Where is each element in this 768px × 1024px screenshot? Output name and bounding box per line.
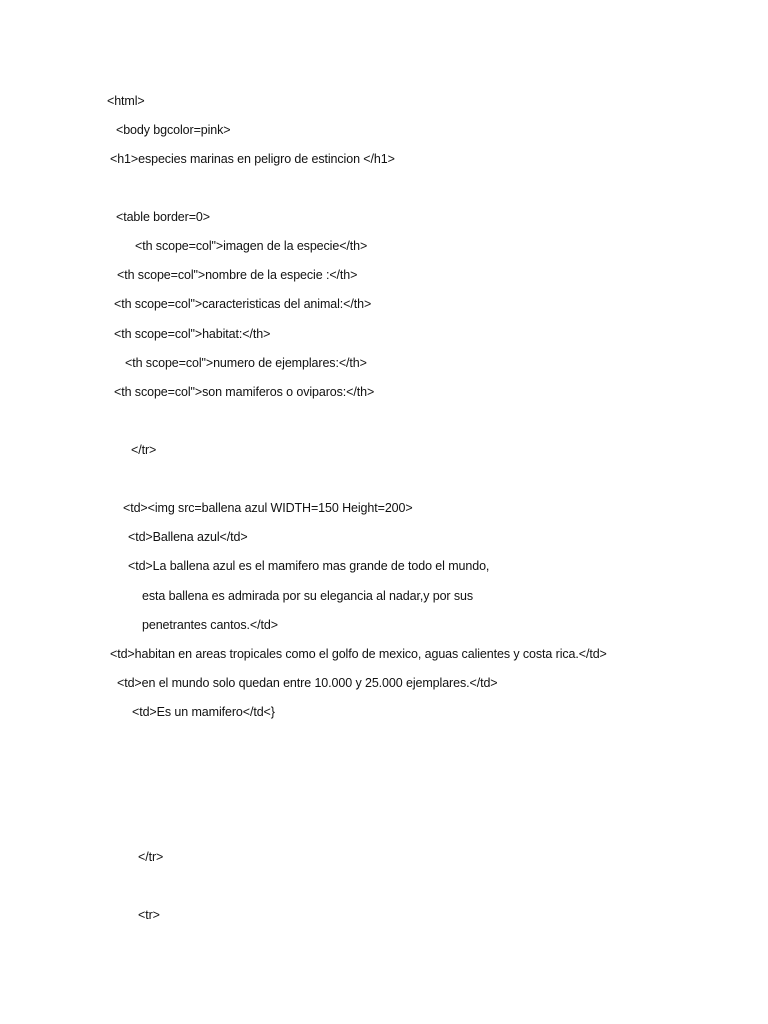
code-line: <td>en el mundo solo quedan entre 10.000 y 25.000 ejemplares.</td> xyxy=(117,676,498,690)
code-line: <th scope=col">son mamiferos o oviparos:</th> xyxy=(114,385,375,399)
code-line: <td>habitan en areas tropicales como el golfo de mexico, aguas calientes y costa rica.</td> xyxy=(110,647,607,661)
code-line: <th scope=col">imagen de la especie</th> xyxy=(135,239,368,253)
code-line: <table border=0> xyxy=(116,210,210,224)
code-line: </tr> xyxy=(131,443,157,457)
code-line: <th scope=col">nombre de la especie :</th> xyxy=(117,268,358,282)
code-line: <td>La ballena azul es el mamifero mas grande de todo el mundo, xyxy=(128,559,490,573)
code-line: <td>Ballena azul</td> xyxy=(128,530,248,544)
code-line: esta ballena es admirada por su elegancia al nadar,y por sus xyxy=(142,589,474,603)
code-line: penetrantes cantos.</td> xyxy=(142,618,278,632)
code-line: <th scope=col">habitat:</th> xyxy=(114,327,271,341)
code-line: <html> xyxy=(107,94,145,108)
code-line: <td><img src=ballena azul WIDTH=150 Height=200> xyxy=(123,501,413,515)
code-line: </tr> xyxy=(138,850,164,864)
code-line: <th scope=col">caracteristicas del animal:</th> xyxy=(114,297,372,311)
code-line: <body bgcolor=pink> xyxy=(116,123,231,137)
code-line: <td>Es un mamifero</td<} xyxy=(132,705,275,719)
code-line: <th scope=col">numero de ejemplares:</th> xyxy=(125,356,367,370)
code-line: <tr> xyxy=(138,908,160,922)
code-line: <h1>especies marinas en peligro de estincion </h1> xyxy=(110,152,395,166)
